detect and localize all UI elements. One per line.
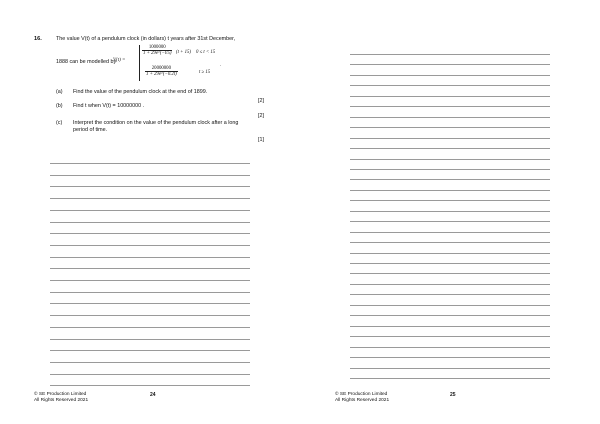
answer-line: [350, 326, 550, 327]
answer-line: [50, 245, 250, 246]
part-a-marks: [2]: [258, 98, 264, 104]
answer-line: [350, 138, 550, 139]
part-a-text: Find the value of the pendulum clock at the end of 1899.: [73, 89, 208, 95]
footer-line1: © SE Production Limited: [34, 392, 87, 397]
footer-copyright-left: [34, 392, 88, 404]
answer-line: [350, 190, 550, 191]
answer-line: [50, 350, 250, 351]
answer-line: [50, 186, 250, 187]
case2-fraction: [145, 66, 178, 77]
answer-line: [350, 273, 550, 274]
case1-extra: (t + 15): [176, 50, 191, 55]
part-c-text-line1: Interpret the condition on the value of the pendulum clock after a long: [73, 120, 239, 126]
answer-line: [50, 257, 250, 258]
answer-line: [350, 106, 550, 107]
answer-line: [50, 210, 250, 211]
page-number-left: 24: [150, 392, 156, 398]
footer-line2: All Rights Reserved 2021: [335, 398, 390, 403]
answer-line: [350, 211, 550, 212]
function-period: .: [220, 63, 222, 68]
answer-line: [350, 284, 550, 285]
answer-line: [50, 268, 250, 269]
answer-line: [350, 200, 550, 201]
question-intro-line1: The value V(t) of a pendulum clock (in dollars) t years after 31st December,: [56, 36, 236, 42]
answer-line: [50, 339, 250, 340]
answer-line: [350, 159, 550, 160]
case2-denominator: 1 + 29e^(−0.2t): [146, 72, 177, 77]
part-b-label: (b): [56, 103, 63, 109]
answer-line: [350, 347, 550, 348]
answer-line: [350, 117, 550, 118]
answer-line: [350, 75, 550, 76]
answer-line: [350, 368, 550, 369]
answer-line: [350, 315, 550, 316]
answer-line: [350, 357, 550, 358]
case1-denominator: 1 + 29e^(−t/5): [143, 51, 172, 56]
case2-numerator: 20000000: [145, 66, 178, 72]
page-number-right: 25: [450, 392, 456, 398]
part-b-text: Find t when V(t) = 10000000 .: [73, 103, 145, 109]
answer-line: [350, 148, 550, 149]
question-intro-line2: 1888 can be modelled by: [56, 59, 117, 65]
case2-condition: t ≥ 15: [199, 70, 211, 75]
answer-line: [50, 175, 250, 176]
answer-line: [350, 64, 550, 65]
answer-line: [350, 253, 550, 254]
part-c-text-line2: period of time.: [73, 127, 108, 133]
answer-line: [50, 303, 250, 304]
answer-line: [50, 280, 250, 281]
answer-line: [50, 163, 250, 164]
answer-line: [350, 378, 550, 379]
answer-line: [50, 374, 250, 375]
answer-line: [350, 85, 550, 86]
answer-line: [350, 263, 550, 264]
answer-line: [350, 96, 550, 97]
answer-line: [350, 336, 550, 337]
answer-line: [50, 385, 250, 386]
answer-line: [50, 222, 250, 223]
function-lhs: V(t) =: [113, 58, 126, 63]
part-b-marks: [2]: [258, 113, 264, 119]
part-c-label: (c): [56, 120, 63, 126]
answer-line: [50, 327, 250, 328]
answer-line: [50, 315, 250, 316]
answer-line: [350, 242, 550, 243]
answer-line: [350, 127, 550, 128]
right-page: [300, 0, 600, 424]
case1-numerator: 1000000: [142, 45, 172, 51]
question-number: 16.: [34, 36, 42, 42]
answer-line: [50, 233, 250, 234]
answer-line: [350, 294, 550, 295]
answer-line: [50, 198, 250, 199]
case1-fraction: [142, 45, 172, 56]
case1-condition: 0 ≤ t < 15: [196, 50, 216, 55]
answer-line: [350, 169, 550, 170]
answer-line: [50, 292, 250, 293]
answer-line: [50, 362, 250, 363]
part-c-marks: [1]: [258, 137, 264, 143]
answer-line: [350, 179, 550, 180]
part-a-label: (a): [56, 89, 63, 95]
footer-line1: © SE Production Limited: [335, 392, 388, 397]
answer-line: [350, 54, 550, 55]
answer-line: [350, 221, 550, 222]
answer-line: [350, 305, 550, 306]
answer-line: [350, 232, 550, 233]
footer-copyright-right: [335, 392, 389, 404]
footer-line2: All Rights Reserved 2021: [34, 398, 89, 403]
